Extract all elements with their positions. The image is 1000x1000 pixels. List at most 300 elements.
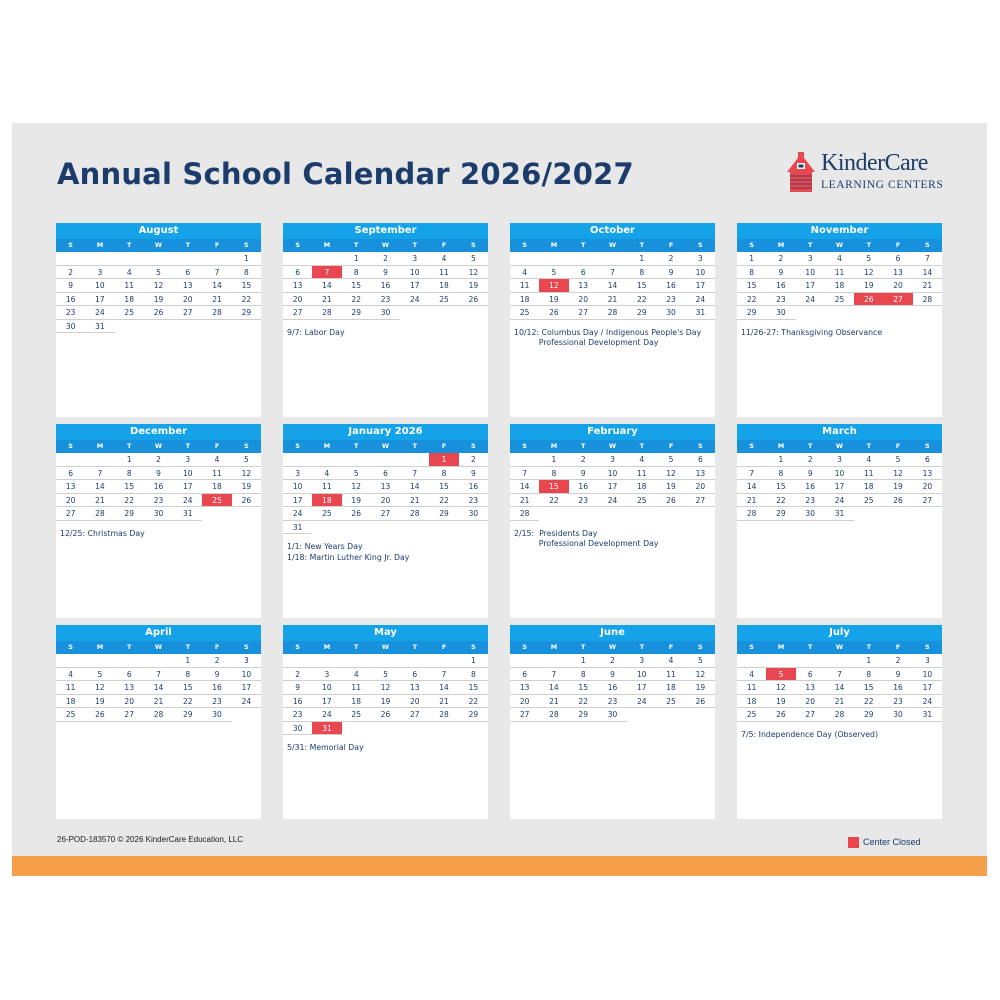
empty-day bbox=[115, 252, 144, 266]
calendar-day: 4 bbox=[656, 654, 685, 668]
calendar-day: 10 bbox=[85, 279, 114, 293]
calendar-day: 14 bbox=[913, 266, 942, 280]
calendar-day: 3 bbox=[686, 252, 715, 266]
weekday-label: W bbox=[154, 643, 163, 651]
calendar-day: 10 bbox=[913, 668, 942, 682]
calendar-day: 30 bbox=[766, 306, 795, 320]
calendar-day: 13 bbox=[400, 681, 429, 695]
weekday-label: F bbox=[441, 241, 447, 249]
empty-day bbox=[342, 453, 371, 467]
calendar-day: 21 bbox=[539, 695, 568, 709]
weekday-label: S bbox=[295, 442, 300, 450]
calendar-day: 17 bbox=[312, 695, 341, 709]
empty-day bbox=[598, 252, 627, 266]
calendar-day: 13 bbox=[510, 681, 539, 695]
weekday-label: W bbox=[835, 643, 844, 651]
accent-bar bbox=[12, 856, 987, 876]
empty-day bbox=[202, 252, 231, 266]
calendar-day: 18 bbox=[656, 681, 685, 695]
calendar-day: 10 bbox=[825, 467, 854, 481]
weekday-label: M bbox=[777, 241, 785, 249]
calendar-day: 23 bbox=[569, 494, 598, 508]
page-title: Annual School Calendar 2026/2027 bbox=[57, 157, 634, 191]
calendar-day: 6 bbox=[56, 467, 85, 481]
empty-day bbox=[232, 507, 261, 521]
calendar-day: 8 bbox=[737, 266, 766, 280]
calendar-day: 20 bbox=[371, 494, 400, 508]
calendar-day: 2 bbox=[598, 654, 627, 668]
weekday-label: T bbox=[580, 241, 586, 249]
calendar-day: 24 bbox=[598, 494, 627, 508]
calendar-day: 10 bbox=[283, 480, 312, 494]
calendar-day: 6 bbox=[796, 668, 825, 682]
weekday-label: W bbox=[608, 643, 617, 651]
holiday-note: 7/5: Independence Day (Observed) bbox=[741, 729, 879, 739]
month-name: June bbox=[510, 625, 715, 641]
calendar-day: 8 bbox=[115, 467, 144, 481]
weekday-label: T bbox=[353, 442, 359, 450]
weekday-label: F bbox=[441, 442, 447, 450]
empty-day bbox=[342, 654, 371, 668]
calendar-day: 29 bbox=[459, 708, 488, 722]
weekday-label: T bbox=[807, 643, 813, 651]
weekday-header bbox=[56, 239, 261, 252]
calendar-day: 12 bbox=[656, 467, 685, 481]
weekday-label: W bbox=[154, 241, 163, 249]
calendar-day: 4 bbox=[429, 252, 458, 266]
day-grid bbox=[283, 453, 488, 534]
footer-copyright: 26-POD-183570 © 2026 KinderCare Education, LLC bbox=[57, 835, 244, 844]
weekday-label: F bbox=[214, 241, 220, 249]
calendar-day: 19 bbox=[854, 279, 883, 293]
calendar-day: 16 bbox=[459, 480, 488, 494]
holiday-notes bbox=[737, 320, 942, 339]
calendar-day: 22 bbox=[766, 494, 795, 508]
weekday-label: S bbox=[522, 442, 527, 450]
calendar-day: 28 bbox=[312, 306, 341, 320]
calendar-day: 24 bbox=[232, 695, 261, 709]
weekday-label: S bbox=[698, 643, 703, 651]
calendar-day: 9 bbox=[371, 266, 400, 280]
weekday-label: S bbox=[698, 442, 703, 450]
calendar-day: 17 bbox=[627, 681, 656, 695]
empty-day bbox=[854, 306, 883, 320]
calendar-day: 24 bbox=[85, 306, 114, 320]
weekday-label: T bbox=[126, 643, 132, 651]
holiday-notes bbox=[56, 521, 261, 540]
calendar-day: 31 bbox=[825, 507, 854, 521]
weekday-label: W bbox=[835, 442, 844, 450]
calendar-day: 2 bbox=[459, 453, 488, 467]
weekday-label: W bbox=[608, 442, 617, 450]
empty-day bbox=[686, 708, 715, 722]
empty-day bbox=[569, 252, 598, 266]
empty-day bbox=[459, 722, 488, 736]
calendar-day: 30 bbox=[656, 306, 685, 320]
calendar-day: 29 bbox=[173, 708, 202, 722]
closed-day: 27 bbox=[883, 293, 912, 307]
closed-day: 1 bbox=[429, 453, 458, 467]
month-card bbox=[283, 625, 488, 819]
month-card bbox=[510, 223, 715, 417]
weekday-header bbox=[283, 239, 488, 252]
empty-day bbox=[913, 306, 942, 320]
calendar-day: 20 bbox=[115, 695, 144, 709]
calendar-day: 17 bbox=[283, 494, 312, 508]
calendar-day: 16 bbox=[56, 293, 85, 307]
empty-day bbox=[737, 453, 766, 467]
calendar-day: 17 bbox=[400, 279, 429, 293]
legend bbox=[848, 836, 921, 848]
month-name: August bbox=[56, 223, 261, 239]
calendar-day: 23 bbox=[459, 494, 488, 508]
calendar-day: 31 bbox=[913, 708, 942, 722]
calendar-day: 12 bbox=[232, 467, 261, 481]
empty-day bbox=[400, 453, 429, 467]
calendar-day: 22 bbox=[115, 494, 144, 508]
empty-day bbox=[686, 507, 715, 521]
calendar-day: 9 bbox=[283, 681, 312, 695]
schoolhouse-icon bbox=[783, 150, 819, 194]
calendar-day: 12 bbox=[766, 681, 795, 695]
closed-day: 12 bbox=[539, 279, 568, 293]
calendar-day: 24 bbox=[400, 293, 429, 307]
day-grid bbox=[56, 654, 261, 722]
calendar-day: 30 bbox=[598, 708, 627, 722]
calendar-day: 16 bbox=[144, 480, 173, 494]
weekday-label: W bbox=[381, 643, 390, 651]
calendar-day: 23 bbox=[766, 293, 795, 307]
calendar-day: 17 bbox=[825, 480, 854, 494]
empty-day bbox=[115, 320, 144, 334]
calendar-day: 28 bbox=[598, 306, 627, 320]
calendar-day: 2 bbox=[144, 453, 173, 467]
calendar-day: 19 bbox=[371, 695, 400, 709]
calendar-day: 1 bbox=[854, 654, 883, 668]
calendar-day: 7 bbox=[429, 668, 458, 682]
holiday-notes bbox=[283, 320, 488, 339]
calendar-day: 9 bbox=[796, 467, 825, 481]
calendar-day: 24 bbox=[686, 293, 715, 307]
weekday-label: M bbox=[550, 241, 558, 249]
calendar-day: 9 bbox=[202, 668, 231, 682]
empty-day bbox=[115, 654, 144, 668]
calendar-day: 20 bbox=[510, 695, 539, 709]
closed-day: 5 bbox=[766, 668, 795, 682]
calendar-day: 8 bbox=[627, 266, 656, 280]
calendar-day: 19 bbox=[342, 494, 371, 508]
month-name: November bbox=[737, 223, 942, 239]
empty-day bbox=[459, 521, 488, 535]
calendar-day: 30 bbox=[283, 722, 312, 736]
month-card bbox=[56, 424, 261, 618]
calendar-day: 25 bbox=[429, 293, 458, 307]
calendar-day: 8 bbox=[854, 668, 883, 682]
calendar-day: 21 bbox=[312, 293, 341, 307]
weekday-label: M bbox=[323, 241, 331, 249]
empty-day bbox=[400, 654, 429, 668]
calendar-day: 18 bbox=[429, 279, 458, 293]
calendar-day: 25 bbox=[56, 708, 85, 722]
empty-day bbox=[627, 507, 656, 521]
holiday-note: 1/1: New Years Day bbox=[287, 542, 363, 551]
calendar-day: 23 bbox=[371, 293, 400, 307]
calendar-day: 3 bbox=[825, 453, 854, 467]
calendar-day: 13 bbox=[283, 279, 312, 293]
weekday-label: T bbox=[639, 241, 644, 249]
month-name: May bbox=[283, 625, 488, 641]
calendar-day: 6 bbox=[510, 668, 539, 682]
empty-day bbox=[656, 507, 685, 521]
day-grid bbox=[737, 252, 942, 320]
calendar-day: 6 bbox=[371, 467, 400, 481]
calendar-day: 15 bbox=[854, 681, 883, 695]
calendar-day: 10 bbox=[686, 266, 715, 280]
calendar-day: 29 bbox=[429, 507, 458, 521]
weekday-label: F bbox=[668, 643, 674, 651]
weekday-label: M bbox=[777, 442, 785, 450]
calendar-day: 18 bbox=[115, 293, 144, 307]
closed-day: 7 bbox=[312, 266, 341, 280]
calendar-day: 4 bbox=[627, 453, 656, 467]
calendar-day: 25 bbox=[737, 708, 766, 722]
empty-day bbox=[144, 252, 173, 266]
calendar-day: 3 bbox=[627, 654, 656, 668]
calendar-day: 30 bbox=[459, 507, 488, 521]
weekday-label: S bbox=[68, 643, 73, 651]
calendar-day: 14 bbox=[202, 279, 231, 293]
weekday-label: T bbox=[866, 442, 871, 450]
calendar-day: 19 bbox=[232, 480, 261, 494]
empty-day bbox=[539, 654, 568, 668]
calendar-day: 4 bbox=[115, 266, 144, 280]
month-name: September bbox=[283, 223, 488, 239]
calendar-day: 30 bbox=[144, 507, 173, 521]
calendar-day: 22 bbox=[429, 494, 458, 508]
empty-day bbox=[539, 507, 568, 521]
empty-day bbox=[232, 320, 261, 334]
calendar-day: 20 bbox=[56, 494, 85, 508]
empty-day bbox=[429, 654, 458, 668]
weekday-label: T bbox=[866, 241, 871, 249]
calendar-day: 16 bbox=[569, 480, 598, 494]
holiday-notes bbox=[510, 521, 715, 550]
weekday-label: T bbox=[185, 442, 190, 450]
calendar-day: 27 bbox=[796, 708, 825, 722]
weekday-header bbox=[283, 641, 488, 654]
calendar-day: 29 bbox=[115, 507, 144, 521]
calendar-day: 22 bbox=[569, 695, 598, 709]
calendar-day: 29 bbox=[766, 507, 795, 521]
calendar-day: 13 bbox=[371, 480, 400, 494]
empty-day bbox=[202, 507, 231, 521]
calendar-day: 9 bbox=[56, 279, 85, 293]
calendar-day: 8 bbox=[173, 668, 202, 682]
calendar-day: 16 bbox=[883, 681, 912, 695]
empty-day bbox=[913, 507, 942, 521]
calendar-day: 25 bbox=[510, 306, 539, 320]
calendar-day: 4 bbox=[854, 453, 883, 467]
calendar-day: 21 bbox=[510, 494, 539, 508]
weekday-label: T bbox=[353, 643, 359, 651]
weekday-label: W bbox=[835, 241, 844, 249]
calendar-day: 29 bbox=[569, 708, 598, 722]
calendar-day: 20 bbox=[400, 695, 429, 709]
calendar-day: 20 bbox=[283, 293, 312, 307]
calendar-day: 28 bbox=[202, 306, 231, 320]
calendar-day: 6 bbox=[173, 266, 202, 280]
calendar-day: 11 bbox=[825, 266, 854, 280]
calendar-day: 12 bbox=[85, 681, 114, 695]
holiday-notes bbox=[737, 722, 942, 741]
calendar-day: 16 bbox=[656, 279, 685, 293]
calendar-day: 8 bbox=[766, 467, 795, 481]
calendar-day: 11 bbox=[56, 681, 85, 695]
calendar-day: 10 bbox=[796, 266, 825, 280]
calendar-day: 27 bbox=[569, 306, 598, 320]
month-name: December bbox=[56, 424, 261, 440]
weekday-header bbox=[283, 440, 488, 453]
month-name: October bbox=[510, 223, 715, 239]
calendar-day: 21 bbox=[429, 695, 458, 709]
calendar-day: 3 bbox=[400, 252, 429, 266]
calendar-day: 27 bbox=[510, 708, 539, 722]
calendar-day: 26 bbox=[883, 494, 912, 508]
calendar-day: 30 bbox=[56, 320, 85, 334]
weekday-label: M bbox=[550, 643, 558, 651]
weekday-label: T bbox=[866, 643, 871, 651]
empty-day bbox=[56, 453, 85, 467]
holiday-note: 2/15: Presidents Day bbox=[514, 528, 598, 538]
holiday-note: 1/18: Martin Luther King Jr. Day bbox=[287, 552, 410, 562]
calendar-day: 14 bbox=[825, 681, 854, 695]
empty-day bbox=[737, 654, 766, 668]
weekday-label: T bbox=[580, 643, 586, 651]
calendar-day: 18 bbox=[202, 480, 231, 494]
calendar-day: 19 bbox=[85, 695, 114, 709]
weekday-label: W bbox=[154, 442, 163, 450]
empty-day bbox=[854, 507, 883, 521]
kindercare-logo bbox=[783, 150, 948, 196]
calendar-day: 26 bbox=[766, 708, 795, 722]
legend-label: Center Closed bbox=[863, 837, 921, 847]
empty-day bbox=[598, 507, 627, 521]
calendar-day: 8 bbox=[539, 467, 568, 481]
empty-day bbox=[144, 320, 173, 334]
month-card bbox=[510, 625, 715, 819]
calendar-day: 17 bbox=[598, 480, 627, 494]
calendar-day: 23 bbox=[796, 494, 825, 508]
calendar-day: 1 bbox=[173, 654, 202, 668]
logo-wordmark: KinderCare bbox=[821, 150, 928, 176]
calendar-day: 7 bbox=[144, 668, 173, 682]
calendar-day: 12 bbox=[883, 467, 912, 481]
calendar-day: 24 bbox=[312, 708, 341, 722]
calendar-day: 4 bbox=[737, 668, 766, 682]
calendar-day: 10 bbox=[312, 681, 341, 695]
calendar-day: 13 bbox=[686, 467, 715, 481]
calendar-day: 3 bbox=[85, 266, 114, 280]
weekday-header bbox=[510, 641, 715, 654]
empty-day bbox=[539, 252, 568, 266]
calendar-day: 24 bbox=[627, 695, 656, 709]
calendar-day: 20 bbox=[796, 695, 825, 709]
empty-day bbox=[342, 521, 371, 535]
calendar-day: 15 bbox=[627, 279, 656, 293]
weekday-label: M bbox=[96, 643, 104, 651]
calendar-day: 9 bbox=[598, 668, 627, 682]
calendar-day: 7 bbox=[737, 467, 766, 481]
calendar-day: 14 bbox=[85, 480, 114, 494]
calendar-day: 11 bbox=[854, 467, 883, 481]
calendar-day: 28 bbox=[825, 708, 854, 722]
calendar-day: 9 bbox=[459, 467, 488, 481]
calendar-day: 1 bbox=[627, 252, 656, 266]
calendar-day: 5 bbox=[459, 252, 488, 266]
calendar-day: 3 bbox=[283, 467, 312, 481]
weekday-label: M bbox=[96, 442, 104, 450]
weekday-label: S bbox=[471, 643, 476, 651]
day-grid bbox=[56, 252, 261, 333]
calendar-day: 19 bbox=[539, 293, 568, 307]
calendar-day: 28 bbox=[737, 507, 766, 521]
calendar-day: 25 bbox=[854, 494, 883, 508]
weekday-label: T bbox=[185, 241, 190, 249]
calendar-day: 18 bbox=[627, 480, 656, 494]
calendar-day: 29 bbox=[854, 708, 883, 722]
weekday-label: W bbox=[381, 241, 390, 249]
calendar-day: 3 bbox=[312, 668, 341, 682]
calendar-day: 26 bbox=[459, 293, 488, 307]
calendar-day: 27 bbox=[56, 507, 85, 521]
calendar-day: 17 bbox=[913, 681, 942, 695]
calendar-day: 14 bbox=[429, 681, 458, 695]
calendar-day: 23 bbox=[56, 306, 85, 320]
empty-day bbox=[312, 521, 341, 535]
calendar-day: 2 bbox=[766, 252, 795, 266]
weekday-label: S bbox=[522, 643, 527, 651]
month-name: February bbox=[510, 424, 715, 440]
day-grid bbox=[283, 252, 488, 320]
calendar-day: 26 bbox=[144, 306, 173, 320]
holiday-note: 11/26-27: Thanksgiving Observance bbox=[741, 327, 883, 337]
weekday-label: T bbox=[639, 442, 644, 450]
calendar-day: 16 bbox=[796, 480, 825, 494]
calendar-day: 31 bbox=[686, 306, 715, 320]
calendar-day: 27 bbox=[283, 306, 312, 320]
calendar-day: 19 bbox=[686, 681, 715, 695]
calendar-day: 20 bbox=[569, 293, 598, 307]
calendar-day: 28 bbox=[429, 708, 458, 722]
weekday-label: T bbox=[580, 442, 586, 450]
calendar-day: 28 bbox=[400, 507, 429, 521]
calendar-day: 25 bbox=[312, 507, 341, 521]
weekday-label: T bbox=[807, 442, 813, 450]
calendar-day: 19 bbox=[459, 279, 488, 293]
calendar-day: 17 bbox=[686, 279, 715, 293]
weekday-label: F bbox=[214, 442, 220, 450]
calendar-day: 3 bbox=[598, 453, 627, 467]
day-grid bbox=[737, 654, 942, 722]
calendar-day: 13 bbox=[883, 266, 912, 280]
calendar-day: 20 bbox=[913, 480, 942, 494]
calendar-day: 8 bbox=[429, 467, 458, 481]
calendar-day: 30 bbox=[202, 708, 231, 722]
weekday-label: W bbox=[608, 241, 617, 249]
closed-day: 26 bbox=[854, 293, 883, 307]
calendar-day: 15 bbox=[232, 279, 261, 293]
weekday-header bbox=[737, 440, 942, 453]
